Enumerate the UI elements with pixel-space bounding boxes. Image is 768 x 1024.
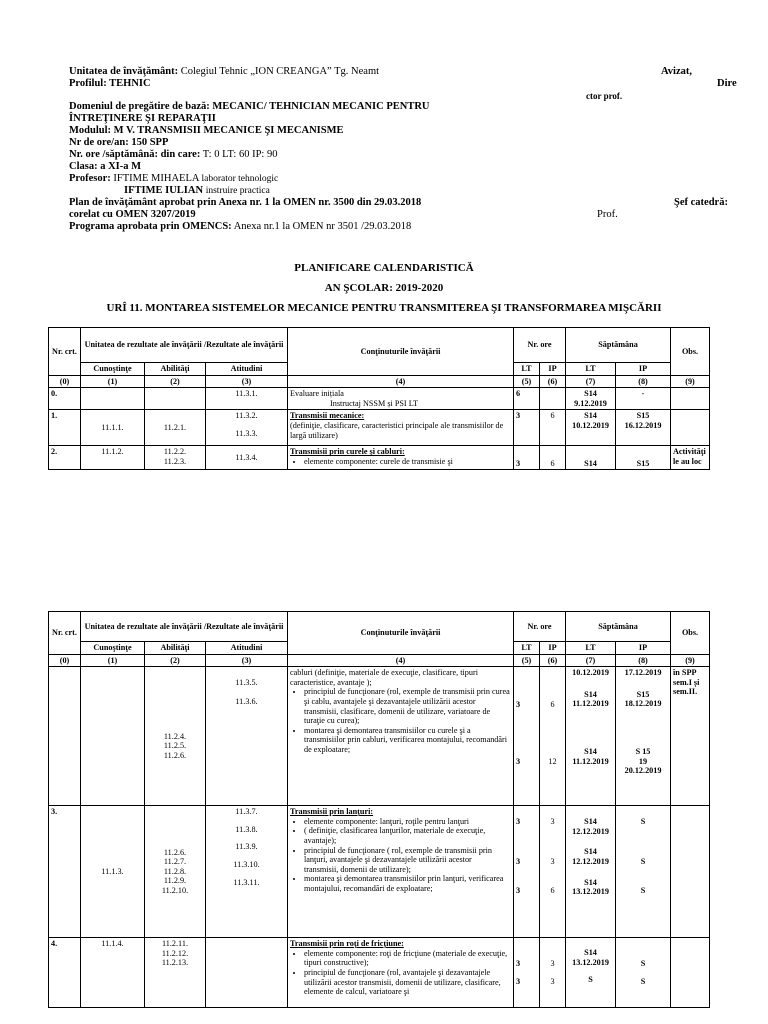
sef-catedra: Şef catedră: — [674, 197, 728, 208]
ip-cell: 3 3 — [540, 938, 566, 1008]
obs-cell: în SPP sem.I și sem.II. — [671, 667, 710, 806]
abilitati-cell: 11.2.4. 11.2.5. 11.2.6. — [145, 667, 206, 806]
col-obs: Obs. — [671, 612, 710, 655]
content-cell: Transmisii mecanice: (definiţie, clasificare, caracteristici principale ale transmisiilor de largă utilizare) — [288, 410, 514, 446]
col-lt-week: LT — [566, 642, 616, 655]
week-cell: S14 — [566, 446, 616, 470]
planning-table-1 — [48, 327, 710, 470]
col-abilitati: Abilităţi — [145, 363, 206, 376]
lt-cell: 6 — [514, 388, 540, 410]
col-obs: Obs. — [671, 328, 710, 376]
col-lt: LT — [514, 363, 540, 376]
col-lt-week: LT — [566, 363, 616, 376]
col-index: (0) — [49, 654, 81, 667]
table-row — [49, 446, 710, 470]
col-index: (9) — [671, 375, 710, 388]
ip-week-cell: S15 16.12.2019 — [616, 410, 671, 446]
atitudini-cell: 11.3.4. — [206, 446, 288, 470]
col-index: (6) — [540, 654, 566, 667]
obs-cell — [671, 410, 710, 446]
atitudini-cell: 11.3.2. 11.3.3. — [206, 410, 288, 446]
abilitati-cell: 11.2.2. 11.2.3. — [145, 446, 206, 470]
week-cell: S14 9.12.2019 — [566, 388, 616, 410]
cunostinte-cell: 11.1.2. — [81, 446, 145, 470]
planning-table-2 — [48, 611, 710, 1008]
col-index: (2) — [145, 654, 206, 667]
ip-week-cell: S S — [616, 938, 671, 1008]
col-index: (2) — [145, 375, 206, 388]
col-index: (8) — [616, 654, 671, 667]
avizat-label: Avizat, — [661, 66, 693, 77]
table-row — [49, 667, 710, 806]
col-ip: IP — [540, 363, 566, 376]
col-index: (5) — [514, 654, 540, 667]
cell — [540, 388, 566, 410]
title-an-scolar: AN ŞCOLAR: 2019-2020 — [324, 282, 444, 294]
col-ip-week: IP — [616, 642, 671, 655]
content-cell: Transmisii prin lanţuri: • elemente componente: lanţuri, roţile pentru lanţuri • ( definiţie, clasificarea lanţurilor, materiale de execuţie, avantaje); • principiul de funcţionare ( rol, exemple de transmisii prin lanţuri, avantajele şi dezavantajele utilizării acestor transmisii, domenii de utilizare); • montarea şi demontarea transmisiilor prin lanţuri, verificarea montajului, recomandări de exploatare; — [288, 806, 514, 938]
lt-cell: 3 3 — [514, 667, 540, 806]
plan-line-2: corelat cu OMEN 3207/2019 — [69, 209, 196, 220]
obs-cell — [671, 388, 710, 410]
cell — [49, 667, 81, 806]
col-unitate: Unitatea de rezultate ale învăţării /Rezultate ale învăţării — [81, 328, 288, 363]
col-ip: IP — [540, 642, 566, 655]
profesor-line-1: Profesor: IFTIME MIHAELA laborator tehnologic — [69, 173, 279, 184]
ip-week-cell: S15 — [616, 446, 671, 470]
col-saptamana: Săptămâna — [566, 612, 671, 642]
col-atitudini: Atitudini — [206, 642, 288, 655]
ore-sapt-line: Nr. ore /săptămână: din care: T: 0 LT: 60 IP: 90 — [69, 149, 278, 160]
abilitati-cell: 11.2.6. 11.2.7. 11.2.8. 11.2.9. 11.2.10. — [145, 806, 206, 938]
domeniu-line-2: ÎNTREŢINERE ŞI REPARAŢII — [69, 113, 216, 124]
ip-cell: 3 3 6 — [540, 806, 566, 938]
week-cell: S14 12.12.2019 S14 12.12.2019 S14 13.12.2019 — [566, 806, 616, 938]
abilitati-cell: 11.2.1. — [145, 410, 206, 446]
col-index: (9) — [671, 654, 710, 667]
col-lt: LT — [514, 642, 540, 655]
title-planificare: PLANIFICARE CALENDARISTICĂ — [294, 262, 474, 274]
cell — [81, 667, 145, 806]
col-index: (3) — [206, 375, 288, 388]
ip-cell: 6 — [540, 410, 566, 446]
unit-line: Unitatea de învăţământ: Colegiul Tehnic „ION CREANGA” Tg. Neamt — [69, 66, 380, 77]
row-number: 2. — [49, 446, 81, 470]
obs-cell — [671, 806, 710, 938]
content-cell: Transmisii prin curele şi cabluri: • elemente componente: curele de transmisie şi — [288, 446, 514, 470]
title-uri: URÎ 11. MONTAREA SISTEMELOR MECANICE PENTRU TRANSMITEREA ŞI TRANSFORMAREA MIŞCĂRII — [106, 302, 662, 314]
row-number: 1. — [49, 410, 81, 446]
col-continuturi: Conţinuturile învăţării — [288, 612, 514, 655]
row-number: 0. — [49, 388, 81, 410]
director-part-1: Dire — [717, 78, 737, 89]
col-index: (5) — [514, 375, 540, 388]
ore-an-line: Nr de ore/an: 150 SPP — [69, 137, 169, 148]
col-ip-week: IP — [616, 363, 671, 376]
lt-cell: 3 — [514, 446, 540, 470]
atitudini-cell: 11.3.7. 11.3.8. 11.3.9. 11.3.10. 11.3.11. — [206, 806, 288, 938]
col-abilitati: Abilităţi — [145, 642, 206, 655]
ip-week-cell: 17.12.2019 S15 18.12.2019 S 15 19 20.12.2019 — [616, 667, 671, 806]
col-nr-ore: Nr. ore — [514, 612, 566, 642]
director-part-2: ctor prof. — [586, 91, 623, 101]
col-index: (8) — [616, 375, 671, 388]
plan-line-1: Plan de învăţământ aprobat prin Anexa nr. 1 la OMEN nr. 3500 din 29.03.2018 — [69, 197, 422, 208]
clasa-line: Clasa: a XI-a M — [69, 161, 142, 172]
domeniu-line-1: Domeniul de pregătire de bază: MECANIC/ TEHNICIAN MECANIC PENTRU — [69, 101, 430, 112]
ip-cell: 6 12 — [540, 667, 566, 806]
row-number: 3. — [49, 806, 81, 938]
content-cell: Transmisii prin roţi de fricţiune: • elemente componente: roţi de fricţiune (materiale de execuţie, tipuri constructive); • principiul de funcţionare (rol, avantajele şi dezavantajele utilizării acestor transmisii, domenii de utilizare, clasificare, elemente de calcul, variatoare şi — [288, 938, 514, 1008]
table-row — [49, 938, 710, 1008]
obs-cell — [671, 938, 710, 1008]
col-index: (1) — [81, 375, 145, 388]
prof-label: Prof. — [597, 209, 618, 220]
col-index: (4) — [288, 654, 514, 667]
week-cell: S14 13.12.2019 S — [566, 938, 616, 1008]
atitudini-cell: 11.3.5. 11.3.6. — [206, 667, 288, 806]
cell — [145, 388, 206, 410]
obs-cell: Activităţi le au loc — [671, 446, 710, 470]
cunostinte-cell: 11.1.1. — [81, 410, 145, 446]
table-row — [49, 388, 710, 410]
col-index: (7) — [566, 654, 616, 667]
col-index: (0) — [49, 375, 81, 388]
week-cell: 10.12.2019 S14 11.12.2019 S14 11.12.2019 — [566, 667, 616, 806]
ip-cell: 6 — [540, 446, 566, 470]
atitudini-cell — [206, 938, 288, 1008]
programa-line: Programa aprobata prin OMENCS: Anexa nr.1 la OMEN nr 3501 /29.03.2018 — [69, 221, 412, 232]
table-row — [49, 806, 710, 938]
profesor-line-2: IFTIME IULIAN instruire practica — [124, 185, 270, 196]
atitudini-cell: 11.3.1. — [206, 388, 288, 410]
col-nr-crt: Nr. crt. — [49, 328, 81, 376]
lt-cell: 3 — [514, 410, 540, 446]
modul-line: Modulul: M V. TRANSMISII MECANICE ŞI MECANISME — [69, 125, 344, 136]
col-cunostinte: Cunoştinţe — [81, 363, 145, 376]
col-continuturi: Conţinuturile învăţării — [288, 328, 514, 376]
ip-week-cell: S S S — [616, 806, 671, 938]
col-nr-crt: Nr. crt. — [49, 612, 81, 655]
col-cunostinte: Cunoştinţe — [81, 642, 145, 655]
col-atitudini: Atitudini — [206, 363, 288, 376]
table-row — [49, 410, 710, 446]
content-cell: Evaluare inițiala Instructaj NSSM și PSI LT — [288, 388, 514, 410]
lt-cell: 3 3 3 — [514, 806, 540, 938]
profil-line: Profilul: TEHNIC — [69, 78, 151, 89]
week-cell: S14 10.12.2019 — [566, 410, 616, 446]
col-index: (3) — [206, 654, 288, 667]
content-cell: cabluri (definiţie, materiale de execuţie, clasificare, tipuri caracteristice, avantaje ); • principiul de funcţionare (rol, exemple de transmisii prin curea şi cablu, avantajele şi dezavantajele utilizării acestor transmisii, clasificare, domenii de utilizare, variatoare de turaţie cu curea); • montarea şi demontarea transmisiilor cu curele şi a transmisiilor prin cabluri, verificarea montajului, recomandări de exploatare; — [288, 667, 514, 806]
col-index: (7) — [566, 375, 616, 388]
ip-week-cell: - — [616, 388, 671, 410]
col-nr-ore: Nr. ore — [514, 328, 566, 363]
cell — [81, 388, 145, 410]
col-index: (1) — [81, 654, 145, 667]
row-number: 4. — [49, 938, 81, 1008]
lt-cell: 3 3 — [514, 938, 540, 1008]
col-index: (4) — [288, 375, 514, 388]
abilitati-cell: 11.2.11. 11.2.12. 11.2.13. — [145, 938, 206, 1008]
col-saptamana: Săptămâna — [566, 328, 671, 363]
col-index: (6) — [540, 375, 566, 388]
cunostinte-cell: 11.1.4. — [81, 938, 145, 1008]
cunostinte-cell: 11.1.3. — [81, 806, 145, 938]
col-unitate: Unitatea de rezultate ale învăţării /Rezultate ale învăţării — [81, 612, 288, 642]
